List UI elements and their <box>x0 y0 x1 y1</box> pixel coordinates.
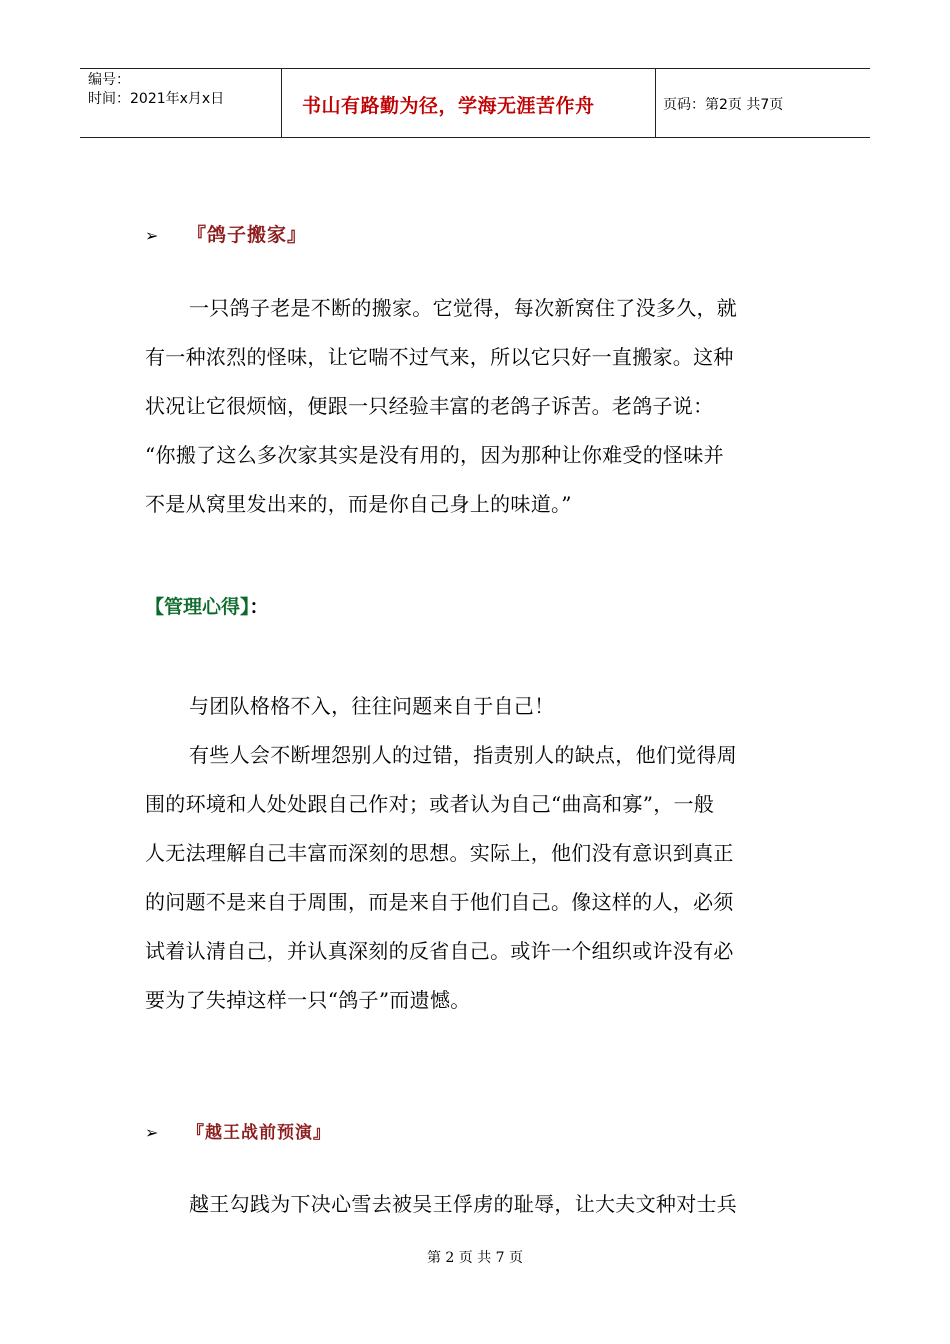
insight-paragraph <box>145 682 810 1025</box>
header-page-cell <box>655 69 870 137</box>
number-label: 编号： <box>88 72 130 88</box>
paragraph-line: 有些人会不断埋怨别人的过错，指责别人的缺点，他们觉得周 <box>189 743 738 767</box>
paragraph-line: 要为了失掉这样一只“鸽子”而遗憾。 <box>145 988 471 1012</box>
header-motto-cell <box>281 69 656 137</box>
arrow-bullet-icon: ➢ <box>145 226 159 245</box>
management-label: 【管理心得】 <box>145 596 250 618</box>
motto-text: 书山有路勤为径，学海无涯苦作舟 <box>302 95 595 117</box>
paragraph-line: 围的环境和人处处跟自己作对；或者认为自己“曲高和寡”，一般 <box>145 792 715 816</box>
paragraph-line: “你搬了这么多次家其实是没有用的，因为那种让你难受的怪味并 <box>145 443 724 467</box>
arrow-bullet-icon: ➢ <box>145 1123 159 1142</box>
story-paragraph <box>145 284 810 529</box>
paragraph-line: 的问题不是来自于周围，而是来自于他们自己。像这样的人，必须 <box>145 890 734 914</box>
story-paragraph <box>145 1180 810 1229</box>
paragraph-line: 试着认清自己，并认真深刻的反省自己。或许一个组织或许没有必 <box>145 939 734 963</box>
management-heading <box>145 592 269 619</box>
paragraph-line: 人无法理解自己丰富而深刻的思想。实际上，他们没有意识到真正 <box>145 841 734 865</box>
header-table <box>80 68 870 138</box>
paragraph-line: 状况让它很烦恼，便跟一只经验丰富的老鸽子诉苦。老鸽子说： <box>145 394 714 418</box>
paragraph-line: 有一种浓烈的怪味，让它喘不过气来，所以它只好一直搬家。这种 <box>145 345 734 369</box>
section-title: 『鸽子搬家』 <box>187 224 308 246</box>
page-footer: 第 2 页 共 7 页 <box>426 1250 524 1266</box>
page-info: 页码：第2页 共7页 <box>663 97 784 113</box>
header-meta-cell <box>80 69 281 137</box>
section-heading-yuewang <box>145 1118 331 1143</box>
paragraph-line: 一只鸽子老是不断的搬家。它觉得，每次新窝住了没多久，就 <box>189 296 738 320</box>
paragraph-line: 越王勾践为下决心雪去被吴王俘虏的耻辱，让大夫文种对士兵 <box>189 1192 738 1216</box>
management-colon: ： <box>249 596 269 618</box>
section-heading-pigeon <box>145 220 307 247</box>
paragraph-line: 不是从窝里发出来的，而是你自己身上的味道。” <box>145 492 572 516</box>
section-title: 『越王战前预演』 <box>187 1123 331 1143</box>
paragraph-line: 与团队格格不入，往往问题来自于自己！ <box>189 694 555 718</box>
date-label: 时间：2021年x月x日 <box>88 91 225 107</box>
